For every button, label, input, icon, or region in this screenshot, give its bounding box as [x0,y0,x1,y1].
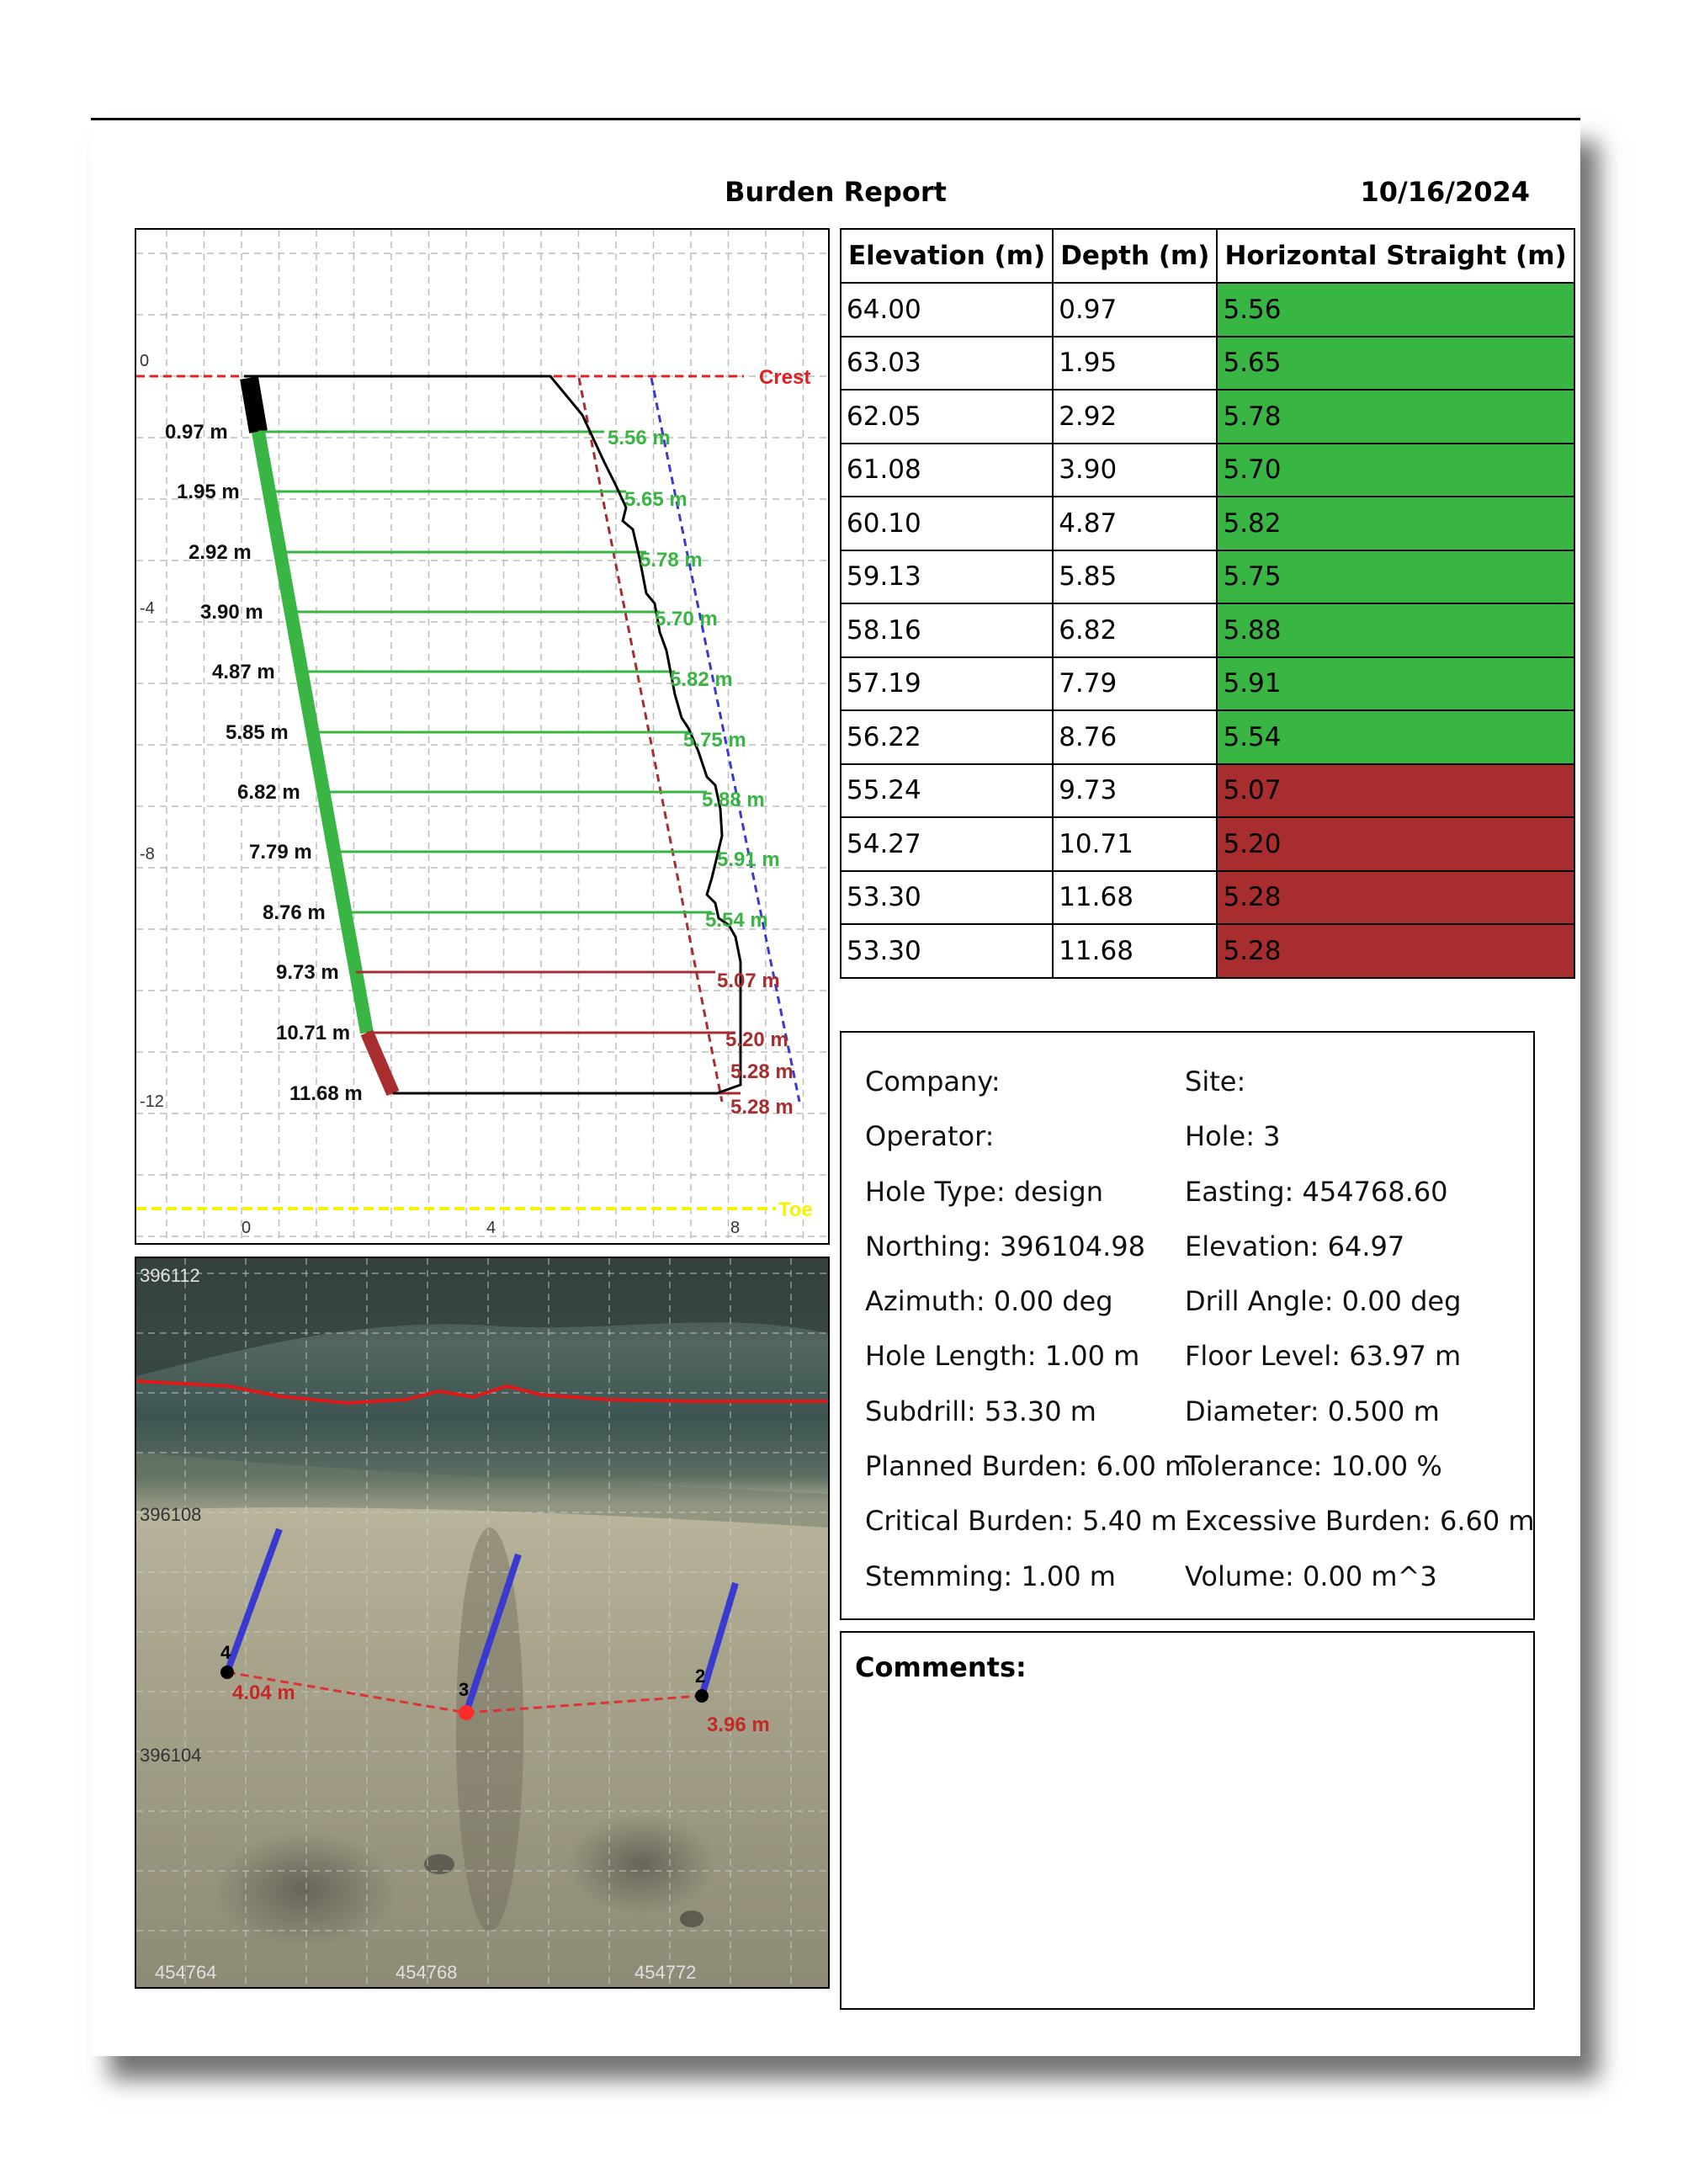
plan-view-map [135,1257,830,1989]
burden-label: 5.20 m [725,1028,788,1051]
hole-info-grid [865,1055,1538,1604]
map-x-tick-1: 454764 [155,1962,217,1983]
info-stemming: Stemming: 1.00 m [865,1560,1116,1592]
hole-info-panel [840,1031,1535,1620]
report-page [91,118,1580,2056]
depth-cell: 7.79 [1053,657,1217,711]
info-hole: Hole: 3 [1185,1120,1281,1153]
depth-cell: 0.97 [1053,283,1217,337]
y-tick-minus-4: -4 [140,599,155,618]
hole-4-label: 4 [220,1642,231,1663]
table-row [841,390,1574,444]
profile-svg [136,230,828,1243]
burden-cell: 5.78 [1217,390,1574,444]
burden-cell: 5.07 [1217,764,1574,818]
burden-label: 5.75 m [683,729,746,752]
x-tick-0: 0 [242,1219,252,1237]
y-tick-minus-12: -12 [140,1092,164,1111]
depth-label: 4.87 m [212,661,275,683]
table-row [841,283,1574,337]
info-tolerance: Tolerance: 10.00 % [1185,1450,1442,1483]
y-tick-0: 0 [140,352,150,370]
burden-cell: 5.28 [1217,871,1574,925]
burden-profile-chart [135,228,830,1245]
info-easting: Easting: 454768.60 [1185,1175,1448,1208]
hole-bad-segment [367,1033,393,1093]
depth-cell: 9.73 [1053,764,1217,818]
table-body [841,283,1574,978]
depth-cell: 10.71 [1053,817,1217,871]
table-row [841,444,1574,497]
burden-label: 5.82 m [670,668,733,691]
crest-label: Crest [759,366,811,389]
burden-label: 5.70 m [655,608,718,630]
burden-label: 5.54 m [705,909,768,932]
comments-panel [840,1631,1535,2010]
elevation-cell: 57.19 [841,657,1053,711]
info-azimuth: Azimuth: 0.00 deg [865,1285,1113,1318]
map-svg [136,1258,828,1987]
report-title: Burden Report [725,176,947,208]
elevation-cell: 63.03 [841,337,1053,391]
map-x-tick-2: 454768 [396,1962,458,1983]
elevation-cell: 53.30 [841,871,1053,925]
depth-cell: 3.90 [1053,444,1217,497]
depth-cell: 5.85 [1053,550,1217,604]
hole-4-collar [220,1666,234,1679]
burden-label: 5.56 m [608,427,671,449]
depth-label: 0.97 m [165,421,228,444]
burden-label: 5.65 m [624,488,688,511]
elevation-cell: 53.30 [841,924,1053,978]
terrain-hole-mark-2 [680,1910,703,1927]
header-horizontal-straight: Horizontal Straight (m) [1217,229,1574,283]
info-subdrill: Subdrill: 53.30 m [865,1395,1096,1427]
burden-cell: 5.70 [1217,444,1574,497]
table-row [841,817,1574,871]
x-tick-4: 4 [486,1219,496,1237]
burden-table [840,228,1575,979]
y-tick-minus-8: -8 [140,845,155,864]
burden-cell: 5.65 [1217,337,1574,391]
x-tick-8: 8 [730,1219,741,1237]
table-row [841,337,1574,391]
spacing-label-4-3: 4.04 m [232,1682,295,1704]
info-elevation: Elevation: 64.97 [1185,1230,1405,1262]
depth-labels [165,421,363,1105]
burden-label: 5.78 m [640,549,703,571]
info-excessive-burden: Excessive Burden: 6.60 m [1185,1505,1535,1538]
spacing-label-3-2: 3.96 m [707,1714,770,1736]
info-operator: Operator: [865,1120,995,1153]
info-drill-angle: Drill Angle: 0.00 deg [1185,1285,1462,1318]
depth-cell: 8.76 [1053,710,1217,764]
header-depth: Depth (m) [1053,229,1217,283]
elevation-cell: 54.27 [841,817,1053,871]
burden-cell: 5.28 [1217,924,1574,978]
depth-cell: 11.68 [1053,924,1217,978]
table-row [841,603,1574,657]
table-header-row [841,229,1574,283]
depth-cell: 2.92 [1053,390,1217,444]
burden-cell: 5.75 [1217,550,1574,604]
depth-label: 9.73 m [276,961,339,984]
map-y-tick-2: 396108 [140,1504,202,1525]
burden-cell: 5.82 [1217,497,1574,550]
header-elevation: Elevation (m) [841,229,1053,283]
info-site: Site: [1185,1065,1246,1097]
info-diameter: Diameter: 0.500 m [1185,1395,1440,1427]
depth-label: 5.85 m [226,721,289,744]
burden-lines [258,432,741,1093]
burden-label: 5.07 m [717,970,780,992]
elevation-cell: 56.22 [841,710,1053,764]
burden-cell: 5.54 [1217,710,1574,764]
burden-label: 5.91 m [717,848,780,871]
depth-label: 8.76 m [263,901,326,924]
burden-label: 5.28 m [730,1060,794,1083]
depth-label: 6.82 m [237,781,300,804]
map-y-tick-3: 396104 [140,1745,202,1766]
table-row [841,924,1574,978]
comments-label: Comments: [855,1651,1027,1683]
elevation-cell: 60.10 [841,497,1053,550]
depth-cell: 6.82 [1053,603,1217,657]
table-row [841,657,1574,711]
hole-3-label: 3 [459,1679,470,1700]
depth-label: 11.68 m [289,1082,363,1105]
depth-label: 1.95 m [177,481,240,503]
map-y-tick-1: 396112 [140,1265,200,1286]
info-company: Company: [865,1065,1001,1097]
burden-cell: 5.88 [1217,603,1574,657]
burden-cell: 5.56 [1217,283,1574,337]
burden-cell: 5.91 [1217,657,1574,711]
elevation-cell: 55.24 [841,764,1053,818]
hole-3-collar [459,1705,474,1720]
depth-label: 7.79 m [249,841,312,864]
map-x-tick-3: 454772 [634,1962,697,1983]
depth-cell: 4.87 [1053,497,1217,550]
report-date: 10/16/2024 [1360,176,1530,208]
terrain-hole-mark [424,1854,454,1874]
depth-cell: 11.68 [1053,871,1217,925]
info-critical-burden: Critical Burden: 5.40 m [865,1505,1177,1538]
toe-label: Toe [778,1198,813,1221]
depth-label: 3.90 m [200,601,263,624]
table-row [841,871,1574,925]
table-row [841,497,1574,550]
terrain-shadow-2 [565,1814,717,1915]
elevation-cell: 62.05 [841,390,1053,444]
info-floor-level: Floor Level: 63.97 m [1185,1340,1462,1373]
table-row [841,710,1574,764]
burden-cell: 5.20 [1217,817,1574,871]
elevation-cell: 59.13 [841,550,1053,604]
hole-2-collar [695,1689,709,1703]
depth-label: 10.71 m [276,1022,351,1044]
info-planned-burden: Planned Burden: 6.00 m [865,1450,1192,1483]
hole-2-label: 2 [695,1666,706,1687]
elevation-cell: 58.16 [841,603,1053,657]
elevation-cell: 64.00 [841,283,1053,337]
info-hole-type: Hole Type: design [865,1175,1103,1208]
table-row [841,550,1574,604]
info-volume: Volume: 0.00 m^3 [1185,1560,1437,1592]
depth-label: 2.92 m [188,541,252,564]
info-hole-length: Hole Length: 1.00 m [865,1340,1140,1373]
burden-label: 5.28 m [730,1096,794,1119]
depth-cell: 1.95 [1053,337,1217,391]
table-row [841,764,1574,818]
stemming-segment [249,378,258,432]
burden-label: 5.88 m [702,789,765,811]
elevation-cell: 61.08 [841,444,1053,497]
info-northing: Northing: 396104.98 [865,1230,1145,1262]
